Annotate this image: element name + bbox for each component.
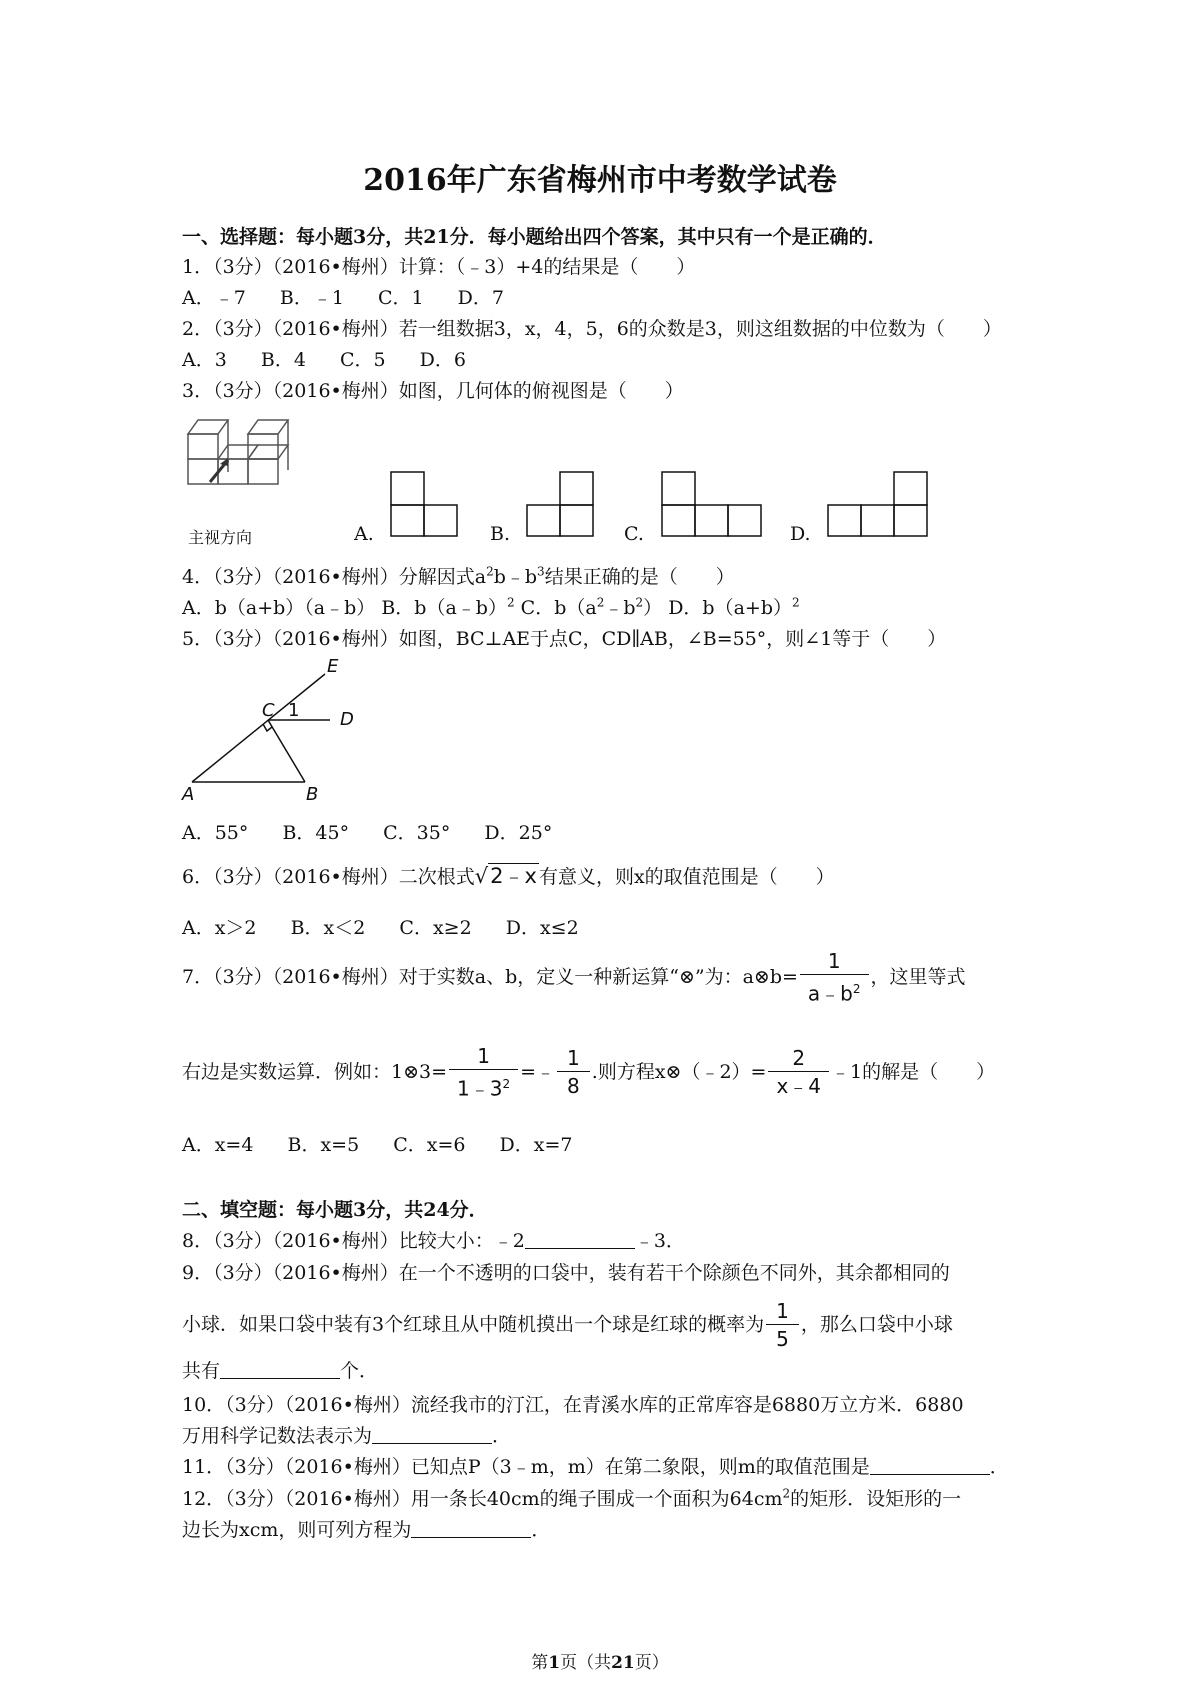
q3-solid-figure bbox=[184, 414, 304, 494]
label-e: E bbox=[327, 656, 339, 677]
q2-options bbox=[182, 345, 494, 372]
q7-def-den-text: a﹣b bbox=[807, 981, 853, 1006]
q3-option-c-label: C. bbox=[624, 523, 644, 545]
q6-option-b: B．x＜2 bbox=[290, 917, 366, 939]
q9-l3-pre: 共有 bbox=[182, 1360, 221, 1382]
q5-options bbox=[182, 818, 580, 845]
q6-radicand: 2﹣x bbox=[490, 864, 537, 888]
q12-l1-pre: 12．（3分）（2016•梅州）用一条长40cm的绳子围成一个面积为64cm bbox=[182, 1488, 783, 1510]
q6-sqrt: √2﹣x bbox=[474, 864, 537, 888]
q7-ex2-num: 1 bbox=[557, 1045, 590, 1072]
q9-l2-post: ，那么口袋中小球 bbox=[800, 1313, 953, 1336]
q6-option-d: D．x≤2 bbox=[505, 917, 579, 939]
q4-stem-post: 结果正确的是（ ） bbox=[544, 566, 735, 588]
q1-options bbox=[182, 283, 532, 310]
section2-heading: 二、填空题：每小题3分，共24分． bbox=[182, 1199, 488, 1221]
q2-option-b: B．4 bbox=[260, 349, 306, 371]
q12-l2-pre: 边长为xcm，则可列方程为 bbox=[182, 1519, 412, 1541]
q7-post: ，这里等式 bbox=[870, 965, 966, 988]
q7-ex-den-text: 1﹣3 bbox=[457, 1076, 503, 1101]
q7-def-den-sup: 2 bbox=[852, 982, 861, 996]
q9-probability-fraction bbox=[766, 1298, 799, 1353]
q6-stem-post: 有意义，则x的取值范围是（ ） bbox=[538, 866, 835, 888]
q3-option-a-label: A. bbox=[354, 523, 374, 545]
q4-options bbox=[182, 593, 800, 620]
q5-option-c: C．35° bbox=[383, 822, 451, 844]
q10-answer-blank[interactable] bbox=[372, 1425, 492, 1444]
q11-answer-blank[interactable] bbox=[870, 1456, 990, 1475]
q3-option-c-figure bbox=[660, 470, 764, 540]
q9-p-den: 5 bbox=[776, 1327, 789, 1351]
q4-option-b-text: B．b（a﹣b） bbox=[381, 597, 507, 619]
q6-stem bbox=[182, 860, 835, 890]
q7-eq-den: x﹣4 bbox=[776, 1074, 822, 1099]
q4-option-d-sup: 2 bbox=[792, 595, 800, 610]
q1-option-c: C．1 bbox=[377, 287, 424, 309]
q1-option-d: D．7 bbox=[457, 287, 504, 309]
q7-l2-post: ﹣1的解是（ ） bbox=[831, 1060, 996, 1083]
q4-option-a: A．b（a+b）（a﹣b） bbox=[182, 597, 376, 619]
q4-option-c-post: ） bbox=[643, 597, 663, 619]
q7-example-fraction bbox=[449, 1043, 518, 1103]
q4-option-c bbox=[521, 597, 663, 619]
footer-post: 页） bbox=[634, 1653, 669, 1673]
q3-stem: 3．（3分）（2016•梅州）如图，几何体的俯视图是（ ） bbox=[182, 380, 684, 402]
q4-option-c-sup1: 2 bbox=[596, 595, 605, 610]
q9-line2 bbox=[182, 1298, 953, 1353]
q9-l2-pre: 小球．如果口袋中装有3个红球且从中随机摸出一个球是红球的概率为 bbox=[182, 1313, 765, 1336]
q7-def-den bbox=[800, 975, 869, 1008]
q11-pre: 11．（3分）（2016•梅州）已知点P（3﹣m，m）在第二象限，则m的取值范围是 bbox=[182, 1456, 870, 1478]
label-b: B bbox=[306, 784, 319, 802]
label-angle-1: 1 bbox=[288, 700, 300, 721]
q5-option-b: B．45° bbox=[282, 822, 350, 844]
q7-l2-mid: .则方程x⊗（﹣2）= bbox=[591, 1060, 767, 1083]
q9-l3-post: 个． bbox=[340, 1360, 379, 1382]
q7-line1 bbox=[182, 948, 966, 1008]
q7-example-result bbox=[557, 1045, 590, 1100]
q9-answer-blank[interactable] bbox=[220, 1360, 340, 1379]
footer-total-pages: 21 bbox=[611, 1653, 635, 1673]
q7-options bbox=[182, 1130, 601, 1157]
q6-options bbox=[182, 913, 607, 940]
q3-option-b-label: B. bbox=[490, 523, 511, 545]
q6-stem-pre: 6．（3分）（2016•梅州）二次根式 bbox=[182, 866, 475, 888]
q4-stem-pre: 4．（3分）（2016•梅州）分解因式a bbox=[182, 566, 487, 588]
q4-stem bbox=[182, 562, 735, 589]
footer-page-number: 1 bbox=[548, 1653, 561, 1673]
q12-answer-blank[interactable] bbox=[411, 1519, 531, 1538]
q9-line1: 9．（3分）（2016•梅州）在一个不透明的口袋中，装有若干个除颜色不同外，其余都相同的 bbox=[182, 1262, 950, 1284]
q10-l2-post: ． bbox=[492, 1425, 512, 1447]
q9-p-num: 1 bbox=[766, 1298, 799, 1325]
q2-option-a: A．3 bbox=[182, 349, 227, 371]
q10-line2 bbox=[182, 1421, 511, 1448]
q3-option-d-figure bbox=[826, 470, 930, 540]
q4-option-b-sup: 2 bbox=[506, 595, 515, 610]
q8 bbox=[182, 1226, 685, 1253]
q7-ex-num: 1 bbox=[449, 1043, 518, 1070]
q7-option-c: C．x=6 bbox=[393, 1134, 466, 1156]
q7-l2-pre: 右边是实数运算．例如：1⊗3= bbox=[182, 1060, 448, 1083]
section1-heading: 一、选择题：每小题3分，共21分．每小题给出四个答案，其中只有一个是正确的． bbox=[182, 226, 887, 248]
q5-geometry-figure bbox=[180, 652, 380, 802]
q11 bbox=[182, 1452, 1009, 1479]
label-c: C bbox=[262, 700, 275, 721]
q11-post: ． bbox=[989, 1456, 1009, 1478]
q7-ex-den-sup: 2 bbox=[502, 1077, 511, 1091]
page-footer bbox=[0, 1648, 1200, 1673]
q2-option-d: D．6 bbox=[419, 349, 466, 371]
q9-line3 bbox=[182, 1356, 378, 1383]
q12-line1 bbox=[182, 1484, 961, 1511]
q4-option-c-pre: C．b（a bbox=[520, 597, 597, 619]
q7-ex2-den: 8 bbox=[567, 1074, 580, 1099]
q4-option-c-sup2: 2 bbox=[635, 595, 644, 610]
q7-pre: 7．（3分）（2016•梅州）对于实数a、b，定义一种新运算“⊗”为：a⊗b= bbox=[182, 965, 798, 988]
q5-stem: 5．（3分）（2016•梅州）如图，BC⊥AE于点C，CD∥AB，∠B=55°，则∠1等于（ ） bbox=[182, 628, 947, 650]
q8-answer-blank[interactable] bbox=[525, 1230, 635, 1249]
label-d: D bbox=[340, 709, 354, 730]
line-bc bbox=[268, 720, 305, 782]
q12-line2 bbox=[182, 1515, 550, 1542]
q3-option-b-figure bbox=[525, 470, 595, 540]
q4-option-b bbox=[381, 597, 514, 619]
q1-option-b: B．﹣1 bbox=[279, 287, 344, 309]
q10-line1: 10．（3分）（2016•梅州）流经我市的汀江，在青溪水库的正常库容是6880万立方米．6880 bbox=[182, 1394, 964, 1416]
q8-post: ﹣3． bbox=[634, 1230, 685, 1252]
q3-option-a-figure bbox=[389, 470, 459, 540]
q12-l2-post: ． bbox=[531, 1519, 551, 1541]
q7-option-a: A．x=4 bbox=[182, 1134, 254, 1156]
q7-line2 bbox=[182, 1043, 995, 1103]
q7-option-b: B．x=5 bbox=[287, 1134, 360, 1156]
q12-l1-post: 的矩形．设矩形的一 bbox=[790, 1488, 962, 1510]
q2-stem: 2．（3分）（2016•梅州）若一组数据3，x，4，5，6的众数是3，则这组数据的中位数为（ ） bbox=[182, 318, 1002, 340]
label-a: A bbox=[182, 784, 195, 802]
q6-option-c: C．x≥2 bbox=[399, 917, 472, 939]
q7-eq-num: 2 bbox=[768, 1045, 829, 1072]
q4-stem-mid: b﹣b bbox=[493, 566, 538, 588]
q3-caption: 主视方向 bbox=[188, 528, 253, 547]
q7-def-fraction bbox=[800, 948, 869, 1008]
q12-sup: 2 bbox=[782, 1486, 791, 1501]
q4-sup1: 2 bbox=[486, 564, 494, 579]
line-ae bbox=[192, 674, 325, 782]
footer-pre: 第 bbox=[531, 1653, 549, 1673]
page-title: 2016年广东省梅州市中考数学试卷 bbox=[363, 163, 837, 198]
q5-option-d: D．25° bbox=[484, 822, 553, 844]
q7-def-num: 1 bbox=[800, 948, 869, 975]
q1-stem: 1．（3分）（2016•梅州）计算：（﹣3）+4的结果是（ ） bbox=[182, 256, 696, 278]
q3-option-d-label: D. bbox=[790, 523, 811, 545]
q4-option-d-text: D．b（a+b） bbox=[668, 597, 793, 619]
q4-option-d bbox=[668, 597, 799, 619]
footer-mid: 页（共 bbox=[560, 1653, 612, 1673]
q5-option-a: A．55° bbox=[182, 822, 249, 844]
q1-option-a: A．﹣7 bbox=[182, 287, 246, 309]
q8-pre: 8．（3分）（2016•梅州）比较大小：﹣2 bbox=[182, 1230, 525, 1252]
q6-option-a: A．x＞2 bbox=[182, 917, 257, 939]
q7-eq-mid: =﹣ bbox=[520, 1060, 556, 1083]
q10-l2-pre: 万用科学记数法表示为 bbox=[182, 1425, 373, 1447]
q2-option-c: C．5 bbox=[339, 349, 386, 371]
q4-option-c-mid: ﹣b bbox=[604, 597, 636, 619]
q7-option-d: D．x=7 bbox=[499, 1134, 573, 1156]
q7-equation-fraction bbox=[768, 1045, 829, 1100]
q4-sup2: 3 bbox=[537, 564, 545, 579]
q7-ex-den bbox=[449, 1070, 518, 1103]
